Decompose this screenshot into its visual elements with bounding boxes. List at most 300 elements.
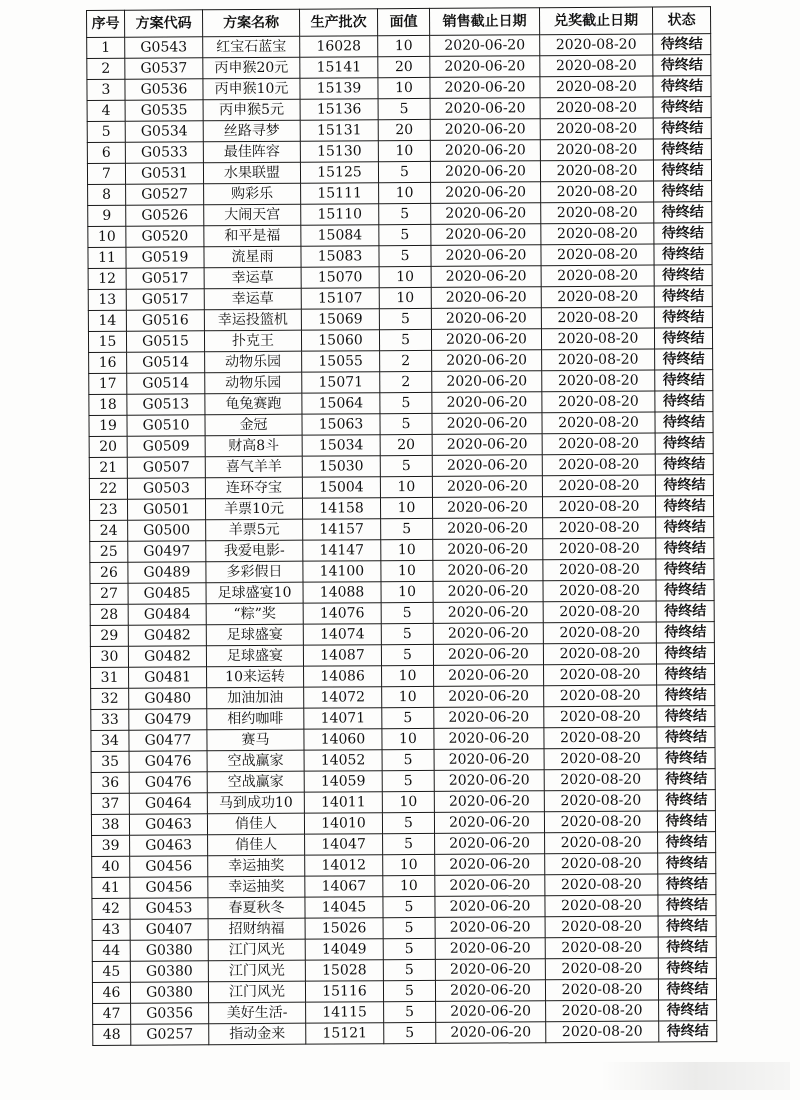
scheme-code-cell: G0534	[125, 121, 203, 142]
sale-deadline-cell: 2020-06-20	[432, 476, 542, 498]
prize-deadline-cell: 2020-08-20	[545, 874, 658, 896]
prize-deadline-cell: 2020-08-20	[543, 559, 656, 581]
prize-deadline-cell: 2020-08-20	[546, 1021, 659, 1043]
batch-cell: 15028	[305, 960, 383, 981]
scheme-code-cell: G0537	[125, 58, 203, 79]
prize-deadline-cell: 2020-08-20	[543, 622, 656, 644]
scheme-name-cell: 空战赢家	[207, 771, 304, 793]
prize-deadline-cell: 2020-08-20	[545, 979, 658, 1001]
scheme-code-cell: G0515	[126, 331, 204, 352]
scheme-code-cell: G0520	[126, 226, 204, 247]
status-cell: 待终结	[659, 1021, 717, 1042]
scheme-name-cell: 俏佳人	[208, 834, 305, 856]
prize-deadline-cell: 2020-08-20	[545, 832, 658, 854]
scheme-code-cell: G0456	[130, 856, 208, 877]
scheme-code-cell: G0497	[128, 541, 206, 562]
prize-deadline-cell: 2020-08-20	[541, 244, 654, 266]
sale-deadline-cell: 2020-06-20	[433, 518, 543, 540]
scan-smudge	[600, 1062, 790, 1090]
batch-cell: 14158	[302, 498, 380, 519]
index-cell: 6	[87, 142, 125, 163]
scheme-code-cell: G0453	[130, 898, 208, 919]
prize-deadline-cell: 2020-08-20	[544, 748, 657, 770]
index-cell: 10	[88, 226, 126, 247]
index-cell: 36	[91, 772, 129, 793]
scheme-code-cell: G0514	[127, 373, 205, 394]
batch-cell: 14086	[304, 666, 382, 687]
scheme-code-cell: G0356	[131, 1003, 209, 1024]
batch-cell: 15107	[301, 288, 379, 309]
prize-deadline-cell: 2020-08-20	[541, 265, 654, 287]
index-cell: 13	[88, 289, 126, 310]
scheme-name-cell: 幸运抽奖	[208, 855, 305, 877]
index-cell: 19	[89, 415, 127, 436]
face-value-cell: 2	[380, 350, 432, 371]
sale-deadline-cell: 2020-06-20	[431, 182, 541, 204]
status-cell: 待终结	[653, 55, 711, 76]
prize-deadline-cell: 2020-08-20	[546, 1000, 659, 1022]
scheme-code-cell: G0509	[127, 436, 205, 457]
index-cell: 20	[89, 436, 127, 457]
batch-cell: 15060	[301, 330, 379, 351]
face-value-cell: 20	[378, 119, 430, 140]
scheme-name-cell: 财高8斗	[205, 435, 302, 457]
scheme-name-cell: 喜气羊羊	[205, 456, 302, 478]
scheme-name-cell: 空战赢家	[207, 750, 304, 772]
face-value-cell: 10	[381, 539, 433, 560]
batch-cell: 15139	[300, 78, 378, 99]
status-cell: 待终结	[655, 454, 713, 475]
prize-deadline-cell: 2020-08-20	[544, 811, 657, 833]
batch-cell: 14060	[304, 729, 382, 750]
index-cell: 15	[88, 331, 126, 352]
face-value-cell: 10	[378, 35, 430, 56]
scheme-name-cell: 水果联盟	[203, 162, 300, 184]
prize-deadline-cell: 2020-08-20	[541, 202, 654, 224]
batch-cell: 14100	[303, 561, 381, 582]
sale-deadline-cell: 2020-06-20	[432, 413, 542, 435]
status-cell: 待终结	[654, 181, 712, 202]
scheme-code-cell: G0533	[125, 142, 203, 163]
face-value-cell: 5	[384, 1001, 436, 1022]
lottery-scheme-table	[86, 6, 717, 1046]
table-row	[93, 1021, 717, 1046]
face-value-cell: 10	[380, 476, 432, 497]
index-cell: 21	[89, 457, 127, 478]
prize-deadline-cell: 2020-08-20	[545, 937, 658, 959]
batch-cell: 14088	[303, 582, 381, 603]
scheme-code-cell: G0476	[129, 772, 207, 793]
sale-deadline-cell: 2020-06-20	[435, 875, 545, 897]
index-cell: 24	[90, 520, 128, 541]
face-value-cell: 5	[381, 602, 433, 623]
scheme-name-cell: 动物乐园	[205, 351, 302, 373]
scheme-code-cell: G0482	[128, 625, 206, 646]
sale-deadline-cell: 2020-06-20	[434, 749, 544, 771]
index-cell: 26	[90, 562, 128, 583]
sale-deadline-cell: 2020-06-20	[434, 791, 544, 813]
scheme-code-cell: G0479	[129, 709, 207, 730]
index-cell: 38	[91, 814, 129, 835]
batch-cell: 15083	[301, 246, 379, 267]
batch-cell: 14074	[303, 624, 381, 645]
batch-cell: 15064	[302, 393, 380, 414]
batch-cell: 15004	[302, 477, 380, 498]
face-value-cell: 10	[383, 875, 435, 896]
status-cell: 待终结	[655, 391, 713, 412]
scheme-name-cell: 购彩乐	[204, 183, 301, 205]
sale-deadline-cell: 2020-06-20	[431, 266, 541, 288]
index-cell: 22	[89, 478, 127, 499]
sale-deadline-cell: 2020-06-20	[435, 980, 545, 1002]
sale-deadline-cell: 2020-06-20	[431, 203, 541, 225]
batch-cell: 15084	[301, 225, 379, 246]
face-value-cell: 5	[379, 329, 431, 350]
face-value-cell: 10	[379, 182, 431, 203]
batch-cell: 14052	[304, 750, 382, 771]
prize-deadline-cell: 2020-08-20	[540, 34, 653, 56]
status-cell: 待终结	[657, 727, 715, 748]
face-value-cell: 10	[381, 560, 433, 581]
face-value-cell: 5	[379, 245, 431, 266]
scheme-code-cell: G0489	[128, 562, 206, 583]
batch-cell: 14087	[303, 645, 381, 666]
status-cell: 待终结	[658, 937, 716, 958]
sale-deadline-cell: 2020-06-20	[434, 686, 544, 708]
sale-deadline-cell: 2020-06-20	[435, 833, 545, 855]
header-sale-deadline: 销售截止日期	[429, 8, 539, 36]
scheme-code-cell: G0485	[128, 583, 206, 604]
status-cell: 待终结	[655, 412, 713, 433]
status-cell: 待终结	[657, 706, 715, 727]
index-cell: 1	[87, 37, 125, 58]
face-value-cell: 10	[383, 854, 435, 875]
batch-cell: 15034	[302, 435, 380, 456]
prize-deadline-cell: 2020-08-20	[541, 286, 654, 308]
index-cell: 2	[87, 58, 125, 79]
batch-cell: 15141	[300, 57, 378, 78]
face-value-cell: 2	[380, 371, 432, 392]
index-cell: 3	[87, 79, 125, 100]
status-cell: 待终结	[653, 118, 711, 139]
scheme-code-cell: G0514	[127, 352, 205, 373]
scheme-name-cell: 幸运草	[204, 288, 301, 310]
batch-cell: 15116	[305, 981, 383, 1002]
scheme-name-cell: 江门风光	[208, 939, 305, 961]
index-cell: 39	[92, 835, 130, 856]
scheme-name-cell: 美好生活-	[209, 1002, 306, 1024]
scheme-name-cell: 江门风光	[208, 981, 305, 1003]
status-cell: 待终结	[654, 244, 712, 265]
scheme-code-cell: G0456	[130, 877, 208, 898]
status-cell: 待终结	[654, 223, 712, 244]
status-cell: 待终结	[654, 202, 712, 223]
batch-cell: 14059	[304, 771, 382, 792]
face-value-cell: 5	[383, 896, 435, 917]
prize-deadline-cell: 2020-08-20	[542, 496, 655, 518]
batch-cell: 15131	[300, 120, 378, 141]
status-cell: 待终结	[656, 580, 714, 601]
status-cell: 待终结	[657, 811, 715, 832]
prize-deadline-cell: 2020-08-20	[540, 118, 653, 140]
scheme-code-cell: G0536	[125, 79, 203, 100]
face-value-cell: 5	[381, 518, 433, 539]
scheme-code-cell: G0535	[125, 100, 203, 121]
header-status: 状态	[652, 7, 710, 34]
prize-deadline-cell: 2020-08-20	[542, 475, 655, 497]
index-cell: 11	[88, 247, 126, 268]
scheme-name-cell: 丝路寻梦	[203, 120, 300, 142]
status-cell: 待终结	[657, 790, 715, 811]
index-cell: 12	[88, 268, 126, 289]
status-cell: 待终结	[657, 685, 715, 706]
scheme-name-cell: 幸运草	[204, 267, 301, 289]
prize-deadline-cell: 2020-08-20	[541, 223, 654, 245]
scheme-code-cell: G0380	[130, 940, 208, 961]
face-value-cell: 5	[383, 917, 435, 938]
face-value-cell: 10	[382, 686, 434, 707]
face-value-cell: 5	[383, 938, 435, 959]
scheme-name-cell: 扑克王	[204, 330, 301, 352]
batch-cell: 15026	[305, 918, 383, 939]
scheme-code-cell: G0480	[129, 688, 207, 709]
batch-cell: 14067	[305, 876, 383, 897]
prize-deadline-cell: 2020-08-20	[543, 517, 656, 539]
face-value-cell: 5	[383, 980, 435, 1001]
table-header-row	[87, 7, 711, 38]
status-cell: 待终结	[658, 895, 716, 916]
scheme-code-cell: G0476	[129, 751, 207, 772]
scheme-code-cell: G0500	[128, 520, 206, 541]
face-value-cell: 10	[379, 266, 431, 287]
index-cell: 33	[91, 709, 129, 730]
sale-deadline-cell: 2020-06-20	[430, 140, 540, 162]
scheme-code-cell: G0543	[125, 37, 203, 58]
index-cell: 45	[92, 961, 130, 982]
scheme-name-cell: 春夏秋冬	[208, 897, 305, 919]
face-value-cell: 5	[378, 161, 430, 182]
sale-deadline-cell: 2020-06-20	[431, 245, 541, 267]
sale-deadline-cell: 2020-06-20	[431, 329, 541, 351]
prize-deadline-cell: 2020-08-20	[544, 685, 657, 707]
sale-deadline-cell: 2020-06-20	[436, 1001, 546, 1023]
batch-cell: 14115	[306, 1002, 384, 1023]
prize-deadline-cell: 2020-08-20	[543, 643, 656, 665]
scheme-name-cell: 丙申猴10元	[203, 78, 300, 100]
face-value-cell: 10	[380, 497, 432, 518]
scheme-name-cell: 幸运抽奖	[208, 876, 305, 898]
index-cell: 9	[88, 205, 126, 226]
scheme-code-cell: G0510	[127, 415, 205, 436]
sale-deadline-cell: 2020-06-20	[430, 56, 540, 78]
index-cell: 46	[92, 982, 130, 1003]
scheme-name-cell: 连环夺宝	[205, 477, 302, 499]
batch-cell: 14012	[305, 855, 383, 876]
index-cell: 5	[87, 121, 125, 142]
scheme-code-cell: G0477	[129, 730, 207, 751]
scheme-name-cell: 红宝石蓝宝	[203, 36, 300, 58]
face-value-cell: 5	[380, 413, 432, 434]
face-value-cell: 5	[384, 1022, 436, 1043]
batch-cell: 14072	[304, 687, 382, 708]
face-value-cell: 5	[379, 224, 431, 245]
prize-deadline-cell: 2020-08-20	[544, 664, 657, 686]
scheme-name-cell: 龟兔赛跑	[205, 393, 302, 415]
scheme-code-cell: G0407	[130, 919, 208, 940]
face-value-cell: 20	[380, 434, 432, 455]
scheme-code-cell: G0517	[126, 289, 204, 310]
scheme-code-cell: G0463	[130, 835, 208, 856]
batch-cell: 14045	[305, 897, 383, 918]
face-value-cell: 5	[380, 392, 432, 413]
status-cell: 待终结	[653, 76, 711, 97]
status-cell: 待终结	[653, 34, 711, 55]
sale-deadline-cell: 2020-06-20	[433, 581, 543, 603]
status-cell: 待终结	[656, 643, 714, 664]
batch-cell: 15121	[306, 1023, 384, 1044]
scheme-name-cell: 俏佳人	[207, 813, 304, 835]
sale-deadline-cell: 2020-06-20	[435, 896, 545, 918]
prize-deadline-cell: 2020-08-20	[542, 370, 655, 392]
status-cell: 待终结	[655, 433, 713, 454]
batch-cell: 15111	[301, 183, 379, 204]
status-cell: 待终结	[657, 748, 715, 769]
scheme-name-cell: 江门风光	[208, 960, 305, 982]
prize-deadline-cell: 2020-08-20	[545, 895, 658, 917]
sale-deadline-cell: 2020-06-20	[432, 371, 542, 393]
scheme-code-cell: G0531	[125, 163, 203, 184]
index-cell: 8	[88, 184, 126, 205]
index-cell: 16	[89, 352, 127, 373]
batch-cell: 15110	[301, 204, 379, 225]
index-cell: 29	[90, 625, 128, 646]
scheme-code-cell: G0380	[130, 961, 208, 982]
scheme-name-cell: 流星雨	[204, 246, 301, 268]
scheme-name-cell: 金冠	[205, 414, 302, 436]
face-value-cell: 5	[379, 308, 431, 329]
face-value-cell: 5	[382, 749, 434, 770]
face-value-cell: 10	[378, 77, 430, 98]
scheme-name-cell: 大闹天宫	[204, 204, 301, 226]
face-value-cell: 20	[378, 56, 430, 77]
scheme-name-cell: 足球盛宴	[206, 624, 303, 646]
status-cell: 待终结	[656, 601, 714, 622]
index-cell: 35	[91, 751, 129, 772]
prize-deadline-cell: 2020-08-20	[541, 307, 654, 329]
batch-cell: 14076	[303, 603, 381, 624]
index-cell: 34	[91, 730, 129, 751]
batch-cell: 14071	[304, 708, 382, 729]
index-cell: 41	[92, 877, 130, 898]
sale-deadline-cell: 2020-06-20	[434, 707, 544, 729]
sale-deadline-cell: 2020-06-20	[430, 119, 540, 141]
prize-deadline-cell: 2020-08-20	[545, 853, 658, 875]
batch-cell: 15071	[302, 372, 380, 393]
index-cell: 40	[92, 856, 130, 877]
status-cell: 待终结	[658, 958, 716, 979]
status-cell: 待终结	[654, 265, 712, 286]
scheme-name-cell: 赛马	[207, 729, 304, 751]
face-value-cell: 10	[382, 665, 434, 686]
batch-cell: 15070	[301, 267, 379, 288]
index-cell: 18	[89, 394, 127, 415]
scheme-name-cell: 足球盛宴10	[206, 582, 303, 604]
index-cell: 30	[90, 646, 128, 667]
scheme-code-cell: G0519	[126, 247, 204, 268]
prize-deadline-cell: 2020-08-20	[542, 412, 655, 434]
batch-cell: 15136	[300, 99, 378, 120]
sale-deadline-cell: 2020-06-20	[430, 77, 540, 99]
sale-deadline-cell: 2020-06-20	[432, 434, 542, 456]
sale-deadline-cell: 2020-06-20	[431, 287, 541, 309]
index-cell: 32	[91, 688, 129, 709]
prize-deadline-cell: 2020-08-20	[544, 706, 657, 728]
face-value-cell: 5	[379, 203, 431, 224]
scheme-name-cell: 最佳阵容	[203, 141, 300, 163]
face-value-cell: 10	[379, 287, 431, 308]
face-value-cell: 5	[378, 98, 430, 119]
face-value-cell: 10	[382, 728, 434, 749]
sale-deadline-cell: 2020-06-20	[434, 665, 544, 687]
status-cell: 待终结	[658, 832, 716, 853]
header-scheme-code: 方案代码	[125, 10, 203, 37]
sale-deadline-cell: 2020-06-20	[433, 560, 543, 582]
face-value-cell: 5	[383, 959, 435, 980]
batch-cell: 15125	[300, 162, 378, 183]
sale-deadline-cell: 2020-06-20	[432, 455, 542, 477]
sale-deadline-cell: 2020-06-20	[430, 98, 540, 120]
prize-deadline-cell: 2020-08-20	[541, 328, 654, 350]
prize-deadline-cell: 2020-08-20	[540, 160, 653, 182]
sale-deadline-cell: 2020-06-20	[434, 770, 544, 792]
face-value-cell: 5	[382, 812, 434, 833]
sale-deadline-cell: 2020-06-20	[433, 644, 543, 666]
prize-deadline-cell: 2020-08-20	[541, 181, 654, 203]
sale-deadline-cell: 2020-06-20	[431, 224, 541, 246]
index-cell: 4	[87, 100, 125, 121]
sale-deadline-cell: 2020-06-20	[435, 959, 545, 981]
scheme-code-cell: G0257	[131, 1024, 209, 1045]
sale-deadline-cell: 2020-06-20	[433, 602, 543, 624]
index-cell: 47	[93, 1003, 131, 1024]
index-cell: 44	[92, 940, 130, 961]
index-cell: 48	[93, 1024, 131, 1045]
sale-deadline-cell: 2020-06-20	[433, 539, 543, 561]
face-value-cell: 10	[381, 581, 433, 602]
scheme-code-cell: G0482	[128, 646, 206, 667]
scheme-code-cell: G0503	[127, 478, 205, 499]
batch-cell: 16028	[300, 36, 378, 57]
scheme-name-cell: 我爱电影-	[206, 540, 303, 562]
scheme-name-cell: 幸运投篮机	[204, 309, 301, 331]
batch-cell: 14157	[303, 519, 381, 540]
status-cell: 待终结	[658, 916, 716, 937]
scheme-code-cell: G0527	[126, 184, 204, 205]
index-cell: 31	[91, 667, 129, 688]
face-value-cell: 5	[380, 455, 432, 476]
face-value-cell: 5	[383, 833, 435, 854]
prize-deadline-cell: 2020-08-20	[544, 790, 657, 812]
prize-deadline-cell: 2020-08-20	[544, 769, 657, 791]
status-cell: 待终结	[653, 139, 711, 160]
status-cell: 待终结	[655, 496, 713, 517]
face-value-cell: 5	[382, 770, 434, 791]
scheme-name-cell: 和平是福	[204, 225, 301, 247]
status-cell: 待终结	[654, 286, 712, 307]
face-value-cell: 10	[378, 140, 430, 161]
scheme-code-cell: G0507	[127, 457, 205, 478]
scheme-name-cell: 羊票5元	[206, 519, 303, 541]
